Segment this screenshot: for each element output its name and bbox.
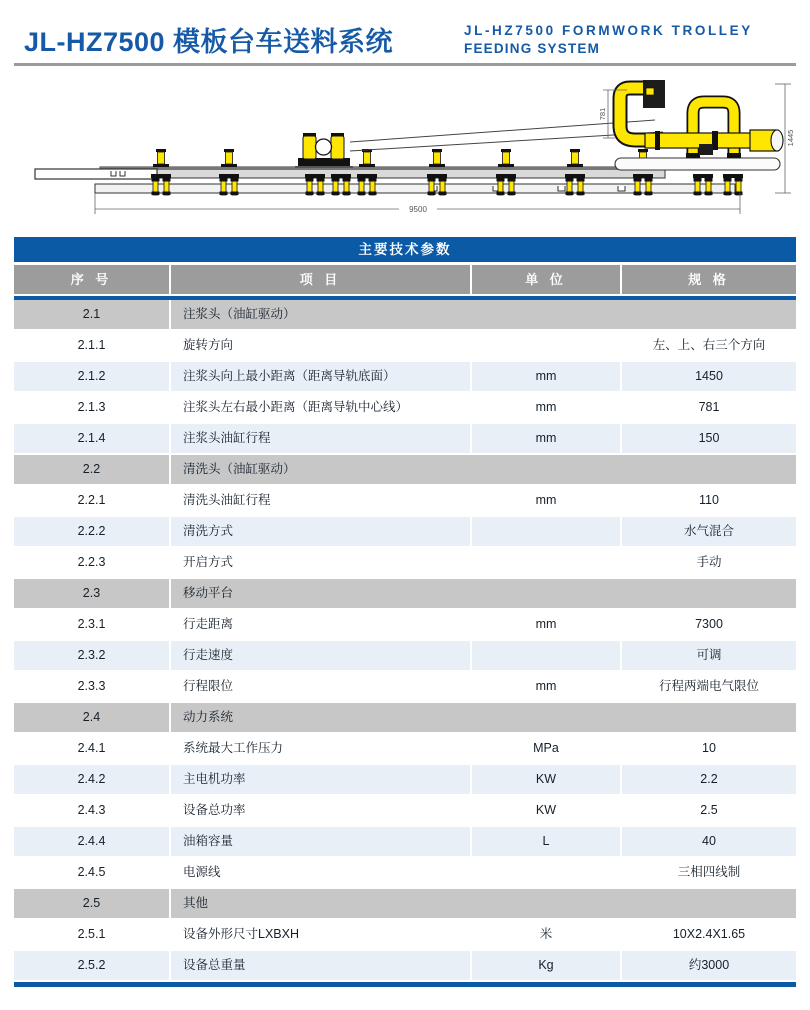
cell-spec: 左、上、右三个方向 bbox=[652, 338, 766, 352]
cell-no: 2.4 bbox=[14, 703, 171, 732]
cell-no: 2.3.1 bbox=[14, 610, 171, 639]
cell-unit: mm bbox=[472, 424, 622, 453]
cell-item: 行走距离 bbox=[171, 610, 472, 639]
cell-unit: mm bbox=[472, 393, 622, 422]
table-row bbox=[14, 951, 796, 982]
table-row bbox=[14, 920, 796, 951]
table-row bbox=[14, 734, 796, 765]
section-row bbox=[14, 579, 796, 610]
section-row bbox=[14, 889, 796, 920]
cell-item: 动力系统 bbox=[183, 710, 234, 724]
cell-unit bbox=[472, 641, 622, 670]
cell-unit: mm bbox=[472, 672, 622, 701]
cell-spec: 110 bbox=[699, 493, 719, 507]
cell-item: 行程限位 bbox=[171, 672, 472, 701]
cell-no: 2.1.2 bbox=[14, 362, 171, 391]
header-divider bbox=[14, 63, 796, 66]
page-title-en-line2: FEEDING SYSTEM bbox=[464, 41, 601, 57]
cell-item: 移动平台 bbox=[183, 586, 234, 600]
table-row bbox=[14, 393, 796, 424]
cell-no: 2.4.1 bbox=[14, 734, 171, 763]
section-row bbox=[14, 455, 796, 486]
cell-no: 2.4.2 bbox=[14, 765, 171, 794]
cell-spec: 手动 bbox=[696, 555, 722, 569]
table-header-row bbox=[14, 265, 796, 294]
cell-spec: 1450 bbox=[695, 369, 723, 383]
table-row bbox=[14, 610, 796, 641]
table-bottom-rule bbox=[14, 982, 796, 987]
table-title: 主要技术参数 bbox=[14, 237, 796, 262]
table-row bbox=[14, 517, 796, 548]
cell-unit: MPa bbox=[472, 734, 622, 763]
cell-item: 注浆头向上最小距离（距离导轨底面） bbox=[171, 362, 472, 391]
cell-unit: mm bbox=[472, 486, 622, 515]
page-title: JL-HZ7500 模板台车送料系统 bbox=[24, 27, 394, 57]
dim-head-height-label: 781 bbox=[598, 107, 607, 121]
cell-no: 2.5 bbox=[14, 889, 171, 918]
cell-unit: mm bbox=[472, 610, 622, 639]
cell-item: 设备总重量 bbox=[171, 951, 472, 980]
table-row bbox=[14, 765, 796, 796]
cell-item: 系统最大工作压力 bbox=[171, 734, 472, 763]
col-header-item: 项 目 bbox=[171, 265, 472, 294]
cell-no: 2.1.1 bbox=[14, 331, 171, 360]
cell-item: 其他 bbox=[183, 896, 209, 910]
table-row bbox=[14, 672, 796, 703]
cell-no: 2.2.3 bbox=[14, 548, 171, 577]
cell-spec: 781 bbox=[698, 400, 720, 414]
table-row bbox=[14, 362, 796, 393]
table-row bbox=[14, 548, 796, 579]
cell-item: 设备外形尺寸LXBXH bbox=[171, 920, 472, 949]
cell-unit: KW bbox=[472, 796, 622, 825]
cell-item: 清洗头（油缸驱动） bbox=[183, 462, 296, 476]
spec-table bbox=[14, 237, 796, 987]
cell-unit bbox=[472, 548, 622, 577]
table-row bbox=[14, 827, 796, 858]
cell-item: 旋转方向 bbox=[171, 331, 472, 360]
drive-unit bbox=[295, 133, 353, 168]
cell-spec: 可调 bbox=[696, 648, 722, 662]
cell-item: 设备总功率 bbox=[171, 796, 472, 825]
cell-no: 2.3 bbox=[14, 579, 171, 608]
cell-spec: 行程两端电气限位 bbox=[658, 679, 759, 693]
cell-item: 注浆头油缸行程 bbox=[171, 424, 472, 453]
table-row bbox=[14, 486, 796, 517]
cell-spec: 150 bbox=[698, 431, 720, 445]
cell-spec: 三相四线制 bbox=[677, 865, 741, 879]
section-row bbox=[14, 300, 796, 331]
page-title-english bbox=[464, 22, 753, 58]
cell-item: 行走速度 bbox=[171, 641, 472, 670]
dim-total-height-label: 1445 bbox=[786, 129, 795, 147]
cell-item: 主电机功率 bbox=[171, 765, 472, 794]
cell-unit: mm bbox=[472, 362, 622, 391]
cell-no: 2.2.2 bbox=[14, 517, 171, 546]
cell-no: 2.1.3 bbox=[14, 393, 171, 422]
col-header-unit: 单 位 bbox=[472, 265, 622, 294]
dim-length-label: 9500 bbox=[409, 205, 427, 214]
cell-spec: 10 bbox=[702, 741, 716, 755]
cell-unit: Kg bbox=[472, 951, 622, 980]
cell-unit bbox=[472, 331, 622, 360]
cell-no: 2.1.4 bbox=[14, 424, 171, 453]
cell-unit bbox=[472, 517, 622, 546]
cell-spec: 2.5 bbox=[700, 803, 718, 817]
cell-item: 注浆头（油缸驱动） bbox=[183, 307, 296, 321]
cell-item: 清洗方式 bbox=[171, 517, 472, 546]
cell-no: 2.4.5 bbox=[14, 858, 171, 887]
cell-no: 2.5.2 bbox=[14, 951, 171, 980]
cell-item: 清洗头油缸行程 bbox=[171, 486, 472, 515]
cell-no: 2.2.1 bbox=[14, 486, 171, 515]
left-feed-pipe bbox=[35, 169, 157, 179]
cell-unit: L bbox=[472, 827, 622, 856]
cell-spec: 7300 bbox=[695, 617, 723, 631]
table-body bbox=[14, 300, 796, 982]
cell-item: 油箱容量 bbox=[171, 827, 472, 856]
cell-spec: 10X2.4X1.65 bbox=[672, 927, 746, 941]
cell-item: 电源线 bbox=[171, 858, 472, 887]
section-row bbox=[14, 703, 796, 734]
cell-no: 2.3.2 bbox=[14, 641, 171, 670]
machine-diagram bbox=[15, 80, 795, 232]
cell-spec: 水气混合 bbox=[683, 524, 734, 538]
table-row bbox=[14, 641, 796, 672]
cell-no: 2.4.4 bbox=[14, 827, 171, 856]
cell-no: 2.1 bbox=[14, 300, 171, 329]
table-row bbox=[14, 796, 796, 827]
cell-spec: 40 bbox=[702, 834, 716, 848]
cell-unit bbox=[472, 858, 622, 887]
cell-no: 2.4.3 bbox=[14, 796, 171, 825]
page-title-en-line1: JL-HZ7500 FORMWORK TROLLEY bbox=[464, 23, 753, 38]
cell-spec: 2.2 bbox=[700, 772, 718, 786]
cell-unit: 米 bbox=[472, 920, 622, 949]
cell-item: 开启方式 bbox=[171, 548, 472, 577]
table-row bbox=[14, 331, 796, 362]
cell-unit: KW bbox=[472, 765, 622, 794]
cell-no: 2.2 bbox=[14, 455, 171, 484]
table-row bbox=[14, 424, 796, 455]
cell-spec: 约3000 bbox=[688, 958, 730, 972]
cell-item: 注浆头左右最小距离（距离导轨中心线） bbox=[171, 393, 472, 422]
cell-no: 2.5.1 bbox=[14, 920, 171, 949]
col-header-no: 序 号 bbox=[14, 265, 171, 294]
col-header-spec: 规 格 bbox=[688, 272, 730, 287]
cell-no: 2.3.3 bbox=[14, 672, 171, 701]
table-row bbox=[14, 858, 796, 889]
